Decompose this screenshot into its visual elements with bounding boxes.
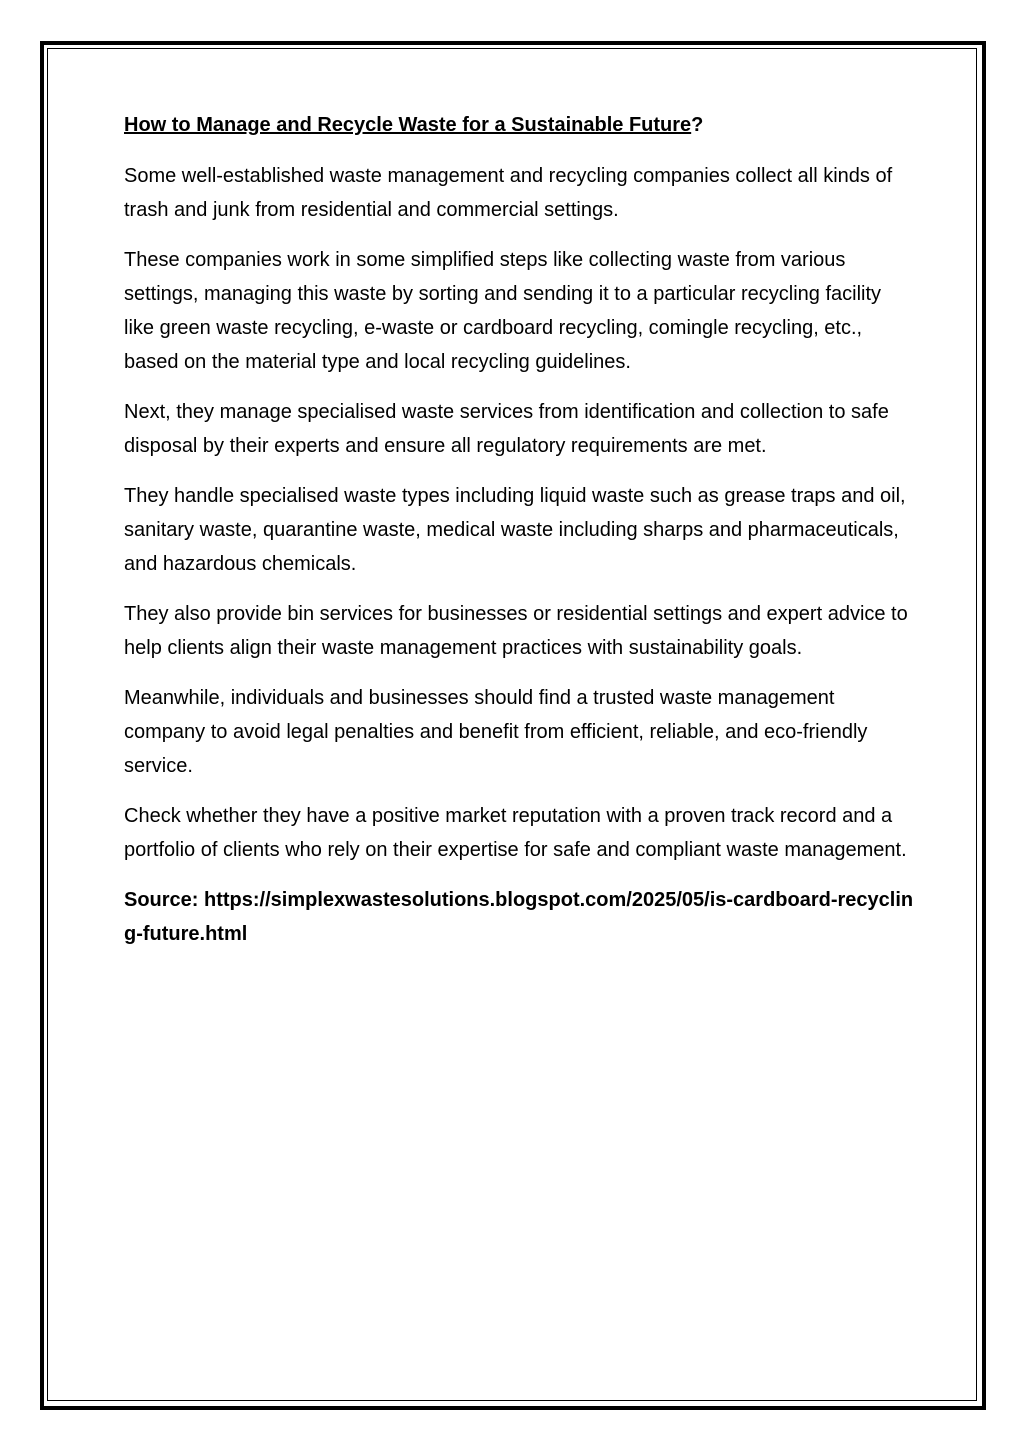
paragraph-intro: Some well-established waste management and recycling companies collect all kinds of trash and junk from residential and commercial settings. [124, 165, 893, 221]
paragraph-steps: These companies work in some simplified steps like collecting waste from various settings, managing this waste by sorting and sending it to a particular recycling facility like green waste recycling, e-waste or cardboard recycling, comingle recycling, etc., based on the material type and local recycling guidelines. [124, 249, 882, 373]
document-title [124, 111, 914, 140]
document-title-suffix: ? [691, 114, 704, 136]
paragraph-bin-services: They also provide bin services for businesses or residential settings and expert advice to help clients align their waste management practices with sustainability goals. [124, 603, 908, 659]
paragraph-trusted-company: Meanwhile, individuals and businesses should find a trusted waste management company to avoid legal penalties and benefit from efficient, reliable, and eco-friendly service. [124, 687, 868, 777]
paragraph-reputation: Check whether they have a positive market reputation with a proven track record and a portfolio of clients who rely on their expertise for safe and compliant waste management. [124, 805, 907, 861]
paragraph-waste-types: They handle specialised waste types including liquid waste such as grease traps and oil, sanitary waste, quarantine waste, medical waste including sharps and pharmaceuticals, and hazardous chemicals. [124, 485, 906, 575]
source-citation: Source: https://simplexwastesolutions.blogspot.com/2025/05/is-cardboard-recycling-future.html [124, 889, 914, 945]
paragraph-specialised-services: Next, they manage specialised waste services from identification and collection to safe disposal by their experts and ensure all regulatory requirements are met. [124, 401, 889, 457]
document-body [124, 111, 914, 951]
document-title-text: How to Manage and Recycle Waste for a Sustainable Future [124, 114, 692, 136]
